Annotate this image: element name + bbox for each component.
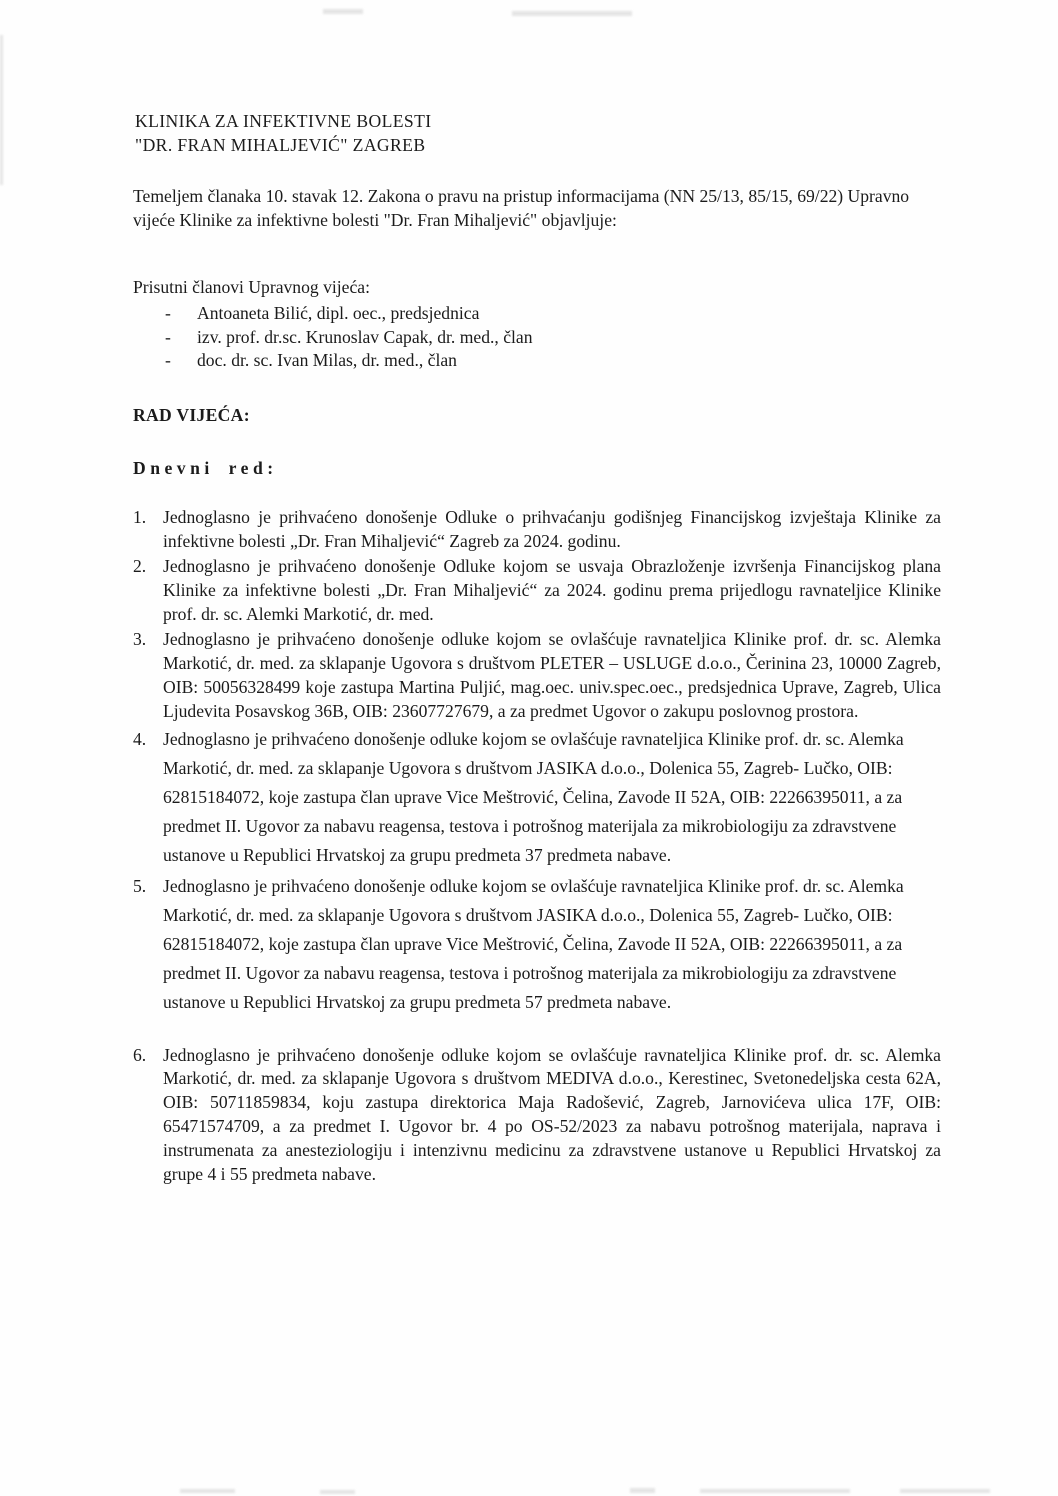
bullet-dash: - bbox=[165, 302, 171, 323]
agenda-item-number: 1. bbox=[133, 507, 147, 528]
attendee-name: doc. dr. sc. Ivan Milas, dr. med., član bbox=[197, 350, 457, 371]
attendees-section bbox=[133, 276, 941, 374]
attendees-heading: Prisutni članovi Upravnog vijeća: bbox=[133, 276, 370, 297]
agenda-item bbox=[133, 555, 941, 627]
bullet-dash: - bbox=[165, 326, 171, 347]
attendee-item bbox=[133, 326, 941, 350]
agenda-item bbox=[133, 506, 941, 554]
agenda-item-text: Jednoglasno je prihvaćeno donošenje odluke kojom se ovlašćuje ravnateljica Klinike prof. dr. sc. Alemka Markotić, dr. med. za sklapanje Ugovora s društvom MEDIVA d.o.o., Kerestinec, Svetonedeljska cesta 62A, OIB: 50711859834, koju zastupa direktorica Maja Radošević, Zagreb, Jarnovićeva ulica 17F, OIB: 65471574709, a za predmet I. Ugovor br. 4 po OS-52/2023 za nabavu potrošnog materijala, naprava i instrumenata za anesteziologiju i intenzivnu medicinu za zdravstvene ustanove u Republici Hrvatskoj za grupe 4 i 55 predmeta nabave. bbox=[163, 1044, 941, 1185]
intro-paragraph: Temeljem članaka 10. stavak 12. Zakona o pravu na pristup informacijama (NN 25/13, 85/15, 69/22) Upravno vijeće Klinike za infektivne bolesti "Dr. Fran Mihaljević" objavljuje: bbox=[133, 185, 910, 230]
agenda-item-number: 5. bbox=[133, 875, 147, 896]
letterhead-institution-name: "DR. FRAN MIHALJEVIĆ" ZAGREB bbox=[135, 134, 426, 155]
attendee-item bbox=[133, 349, 941, 373]
attendee-name: Antoaneta Bilić, dipl. oec., predsjednica bbox=[197, 302, 480, 323]
scan-artifact bbox=[700, 1489, 850, 1493]
agenda-item-text: Jednoglasno je prihvaćeno donošenje odluke kojom se ovlašćuje ravnateljica Klinike prof. dr. sc. Alemka Markotić, dr. med. za sklapanje Ugovora s društvom JASIKA d.o.o., Dolenica 55, Zagreb- Lučko, OIB: 62815184072, koje zastupa član uprave Vice Meštrović, Čelina, Zavode II 52A, OIB: 22266395011, a za predmet II. Ugovor za nabavu reagensa, testova i potrošnog materijala za mikrobiologiju za zdravstvene ustanove u Republici Hrvatskoj za grupu predmeta 57 predmeta nabave. bbox=[163, 875, 904, 1013]
agenda-item bbox=[133, 628, 941, 724]
letterhead bbox=[135, 110, 941, 158]
attendee-name: izv. prof. dr.sc. Krunoslav Capak, dr. med., član bbox=[197, 326, 533, 347]
agenda-item bbox=[133, 872, 941, 1018]
scan-artifact bbox=[900, 1489, 990, 1493]
scan-artifact bbox=[180, 1489, 235, 1493]
agenda-item-number: 6. bbox=[133, 1044, 147, 1065]
scan-artifact bbox=[630, 1488, 655, 1493]
scan-artifact bbox=[320, 1490, 355, 1494]
agenda-item-text: Jednoglasno je prihvaćeno donošenje odluke kojom se ovlašćuje ravnateljica Klinike prof. dr. sc. Alemka Markotić, dr. med. za sklapanje Ugovora s društvom JASIKA d.o.o., Dolenica 55, Zagreb- Lučko, OIB: 62815184072, koje zastupa član uprave Vice Meštrović, Čelina, Zavode II 52A, OIB: 22266395011, a za predmet II. Ugovor za nabavu reagensa, testova i potrošnog materijala za mikrobiologiju za zdravstvene ustanove u Republici Hrvatskoj za grupu predmeta 37 predmeta nabave. bbox=[163, 728, 904, 866]
agenda-item-number: 3. bbox=[133, 628, 147, 649]
agenda-item-number: 4. bbox=[133, 728, 147, 749]
agenda-item-number: 2. bbox=[133, 556, 147, 577]
letterhead-institution: KLINIKA ZA INFEKTIVNE BOLESTI bbox=[135, 111, 432, 131]
agenda-item-text: Jednoglasno je prihvaćeno donošenje Odluke o prihvaćanju godišnjeg Financijskog izvještaja Klinike za infektivne bolesti „Dr. Fran Mihaljević“ Zagreb za 2024. godinu. bbox=[163, 507, 941, 552]
rad-vijeca-heading: RAD VIJEĆA: bbox=[133, 405, 250, 426]
attendees-list bbox=[133, 302, 941, 374]
bullet-dash: - bbox=[165, 350, 171, 371]
dnevni-red-heading: Dnevni red: bbox=[133, 458, 278, 479]
agenda-item-text: Jednoglasno je prihvaćeno donošenje odluke kojom se ovlašćuje ravnateljica Klinike prof. dr. sc. Alemka Markotić, dr. med. za sklapanje Ugovora s društvom PLETER – USLUGE d.o.o., Čerinina 23, 10000 Zagreb, OIB: 50056328499 koje zastupa Martina Puljić, mag.oec. univ.spec.oec., predsjednica Uprave, Zagreb, Ulica Ljudevita Posavskog 36B, OIB: 23607727679, a za predmet Ugovor o zakupu poslovnog prostora. bbox=[163, 628, 941, 721]
agenda-list bbox=[133, 506, 941, 1187]
agenda-item-text: Jednoglasno je prihvaćeno donošenje Odluke kojom se usvaja Obrazloženje izvršenja Financijskog plana Klinike za infektivne bolesti „Dr. Fran Mihaljević“ za 2024. godinu prema prijedlogu ravnateljice Klinike prof. dr. sc. Alemki Markotić, dr. med. bbox=[163, 556, 941, 624]
agenda-item bbox=[133, 1044, 941, 1188]
agenda-item bbox=[133, 725, 941, 871]
attendee-item bbox=[133, 302, 941, 326]
